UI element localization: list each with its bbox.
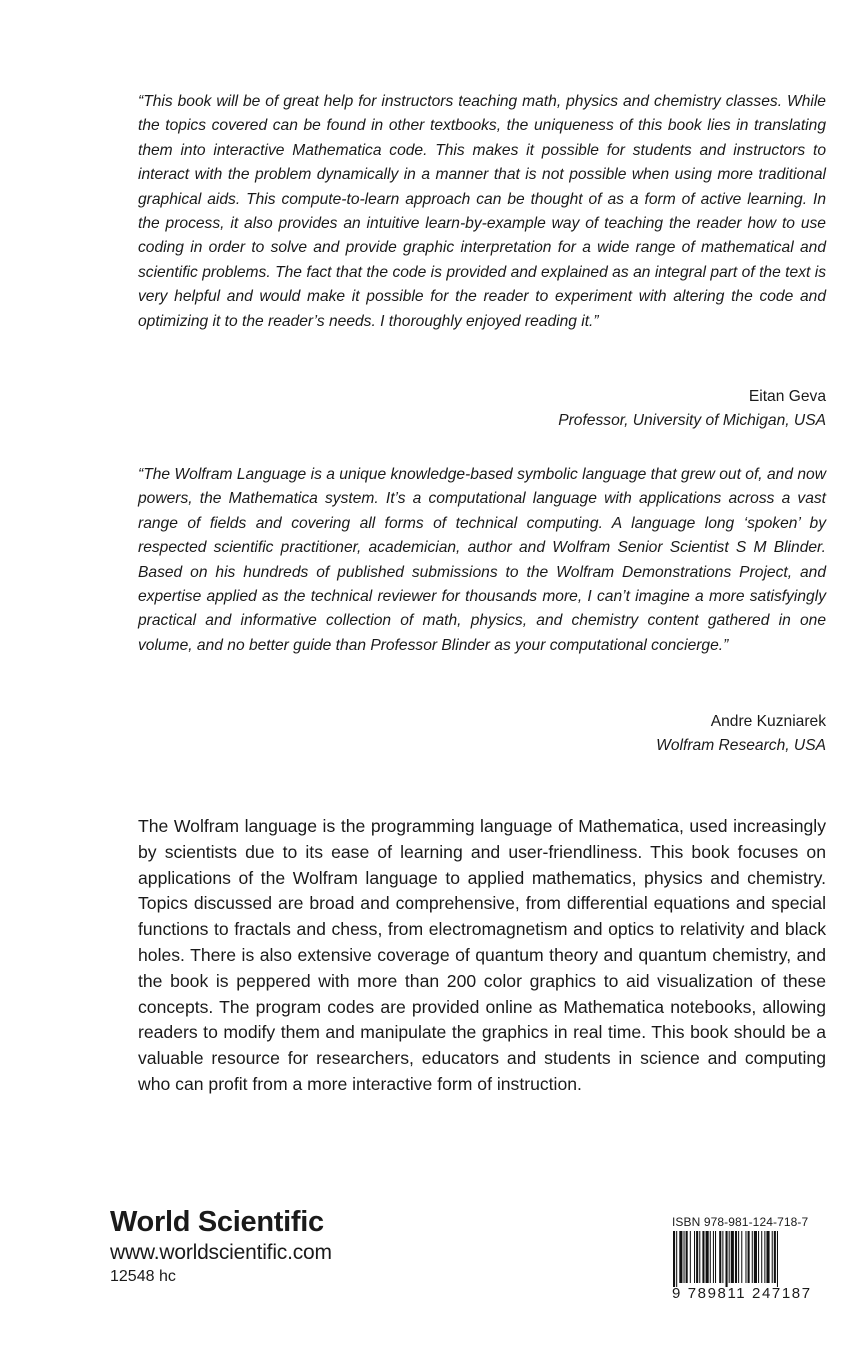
barcode-icon [672,1231,816,1287]
reviewer-affiliation: Wolfram Research, USA [656,737,826,754]
catalog-code: 12548 hc [110,1268,176,1285]
reviewer-affiliation: Professor, University of Michigan, USA [558,412,826,429]
review-quote-kuzniarek: “The Wolfram Language is a unique knowledge-based symbolic language that grew out of, and now powers, the Mathematica system. It’s a computational language with applications across a vast range of fields and covering all forms of technical computing. A language long ‘spoken’ by respected scientific practitioner, academician, author and Wolfram Senior Scientist S M Blinder. Based on his hundreds of published submissions to the Wolfram Demonstrations Project, and expertise applied as the technical reviewer for thousands more, I can’t imagine a more satisfyingly practical and informative collection of math, physics, and chemistry content gathered in one volume, and no better guide than Professor Blinder as your computational concierge.” [138,466,826,654]
publisher-name: World Scientific [110,1206,324,1238]
review-attribution-geva [558,385,826,433]
review-quote-geva: “This book will be of great help for instructors teaching math, physics and chemistry classes. While the topics covered can be found in other textbooks, the uniqueness of this book lies in translating them into interactive Mathematica code. This makes it possible for students and instructors to interact with the problem dynamically in a manner that is not possible when using more traditional graphical aids. This compute-to-learn approach can be thought of as a form of active learning. In the process, it also provides an intuitive learn-by-example way of teaching the reader how to use coding in order to solve and provide graphic interpretation for a wide range of mathematical and scientific problems. The fact that the code is provided and explained as an integral part of the text is very helpful and would make it possible for the reader to experiment with altering the code and optimizing it to the reader’s needs. I thoroughly enjoyed reading it.” [138,93,826,330]
reviewer-name: Andre Kuzniarek [710,713,826,730]
reviewer-name: Eitan Geva [748,388,826,405]
review-attribution-kuzniarek [656,710,826,758]
isbn-digits: 9 789811 247187 [672,1285,812,1302]
publisher-url: www.worldscientific.com [110,1241,332,1264]
book-description: The Wolfram language is the programming language of Mathematica, used increasingly by scientists due to its ease of learning and user-friendliness. This book focuses on applications of the Wolfram language to applied mathematics, physics and chemistry. Topics discussed are broad and comprehensive, from differential equations and special functions to fractals and chess, from electromagnetism and optics to relativity and black holes. There is also extensive coverage of quantum theory and quantum chemistry, and the book is peppered with more than 200 color graphics to aid visualization of these concepts. The program codes are provided online as Mathematica notebooks, allowing readers to modify them and manipulate the graphics in real time. This book should be a valuable resource for researchers, educators and students in science and computing who can profit from a more interactive form of instruction. [138,816,826,1094]
isbn-label: ISBN 978-981-124-718-7 [672,1215,809,1229]
publisher-block [110,1208,332,1285]
isbn-block [672,1215,816,1302]
